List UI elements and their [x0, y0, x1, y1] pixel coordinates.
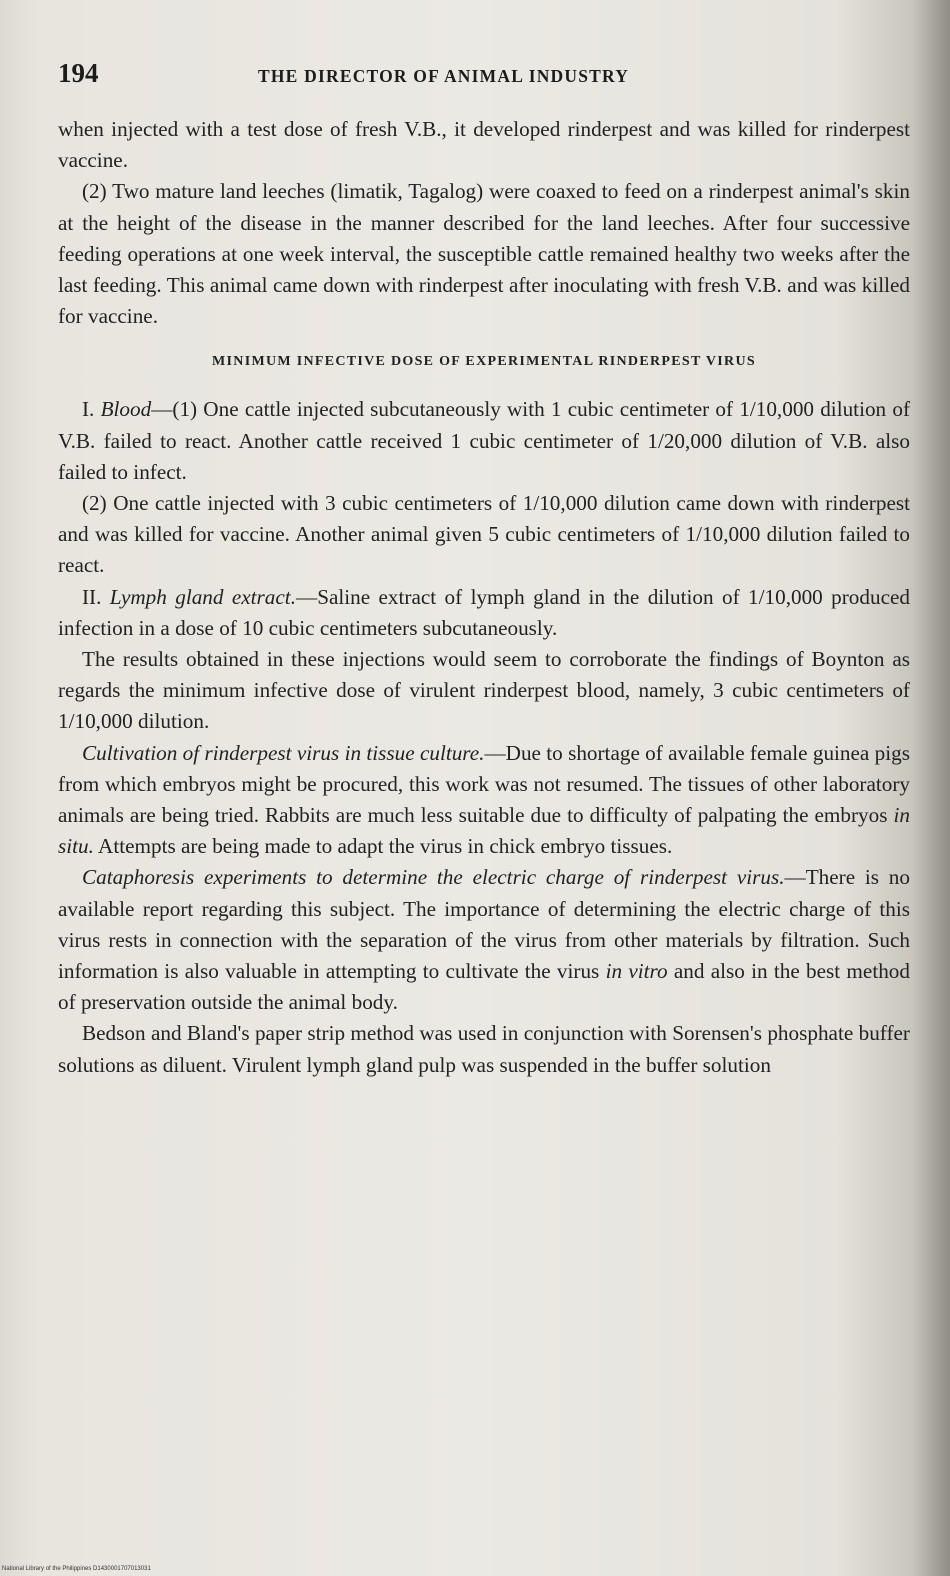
text-run: —(1) One cattle injected subcutaneously with 1 cubic centimeter of 1/10,000 dilution of V.B. failed to react. Another cattle received 1 cubic centimeter of 1/20,000 dilution of V.B. also failed to infect.: [58, 397, 910, 484]
paragraph-group-before-heading: [58, 114, 910, 332]
text-run: —Saline extract of lymph gland in the dilution of 1/10,000 produced infection in a dose of 10 cubic centimeters subcutaneously.: [58, 584, 910, 640]
paragraph: [58, 582, 910, 644]
italic-run: Cataphoresis experiments to determine the electric charge of rinderpest virus.: [82, 865, 785, 890]
running-head: THE DIRECTOR OF ANIMAL INDUSTRY: [258, 66, 630, 86]
text-run: The results obtained in these injections would seem to corroborate the findings of Boynton as regards the minimum infective dose of virulent rinderpest blood, namely, 3 cubic centimeters of 1/10,000 dilution.: [58, 647, 910, 734]
text-run: when injected with a test dose of fresh V.B., it developed rinderpest and was killed for rinderpest vaccine.: [58, 117, 910, 173]
paragraph: [58, 176, 910, 332]
italic-run: Cultivation of rinderpest virus in tissue culture.: [82, 740, 485, 765]
italic-run: Blood: [100, 397, 152, 422]
text-run: and also in the best method of preservation outside the animal body.: [58, 959, 910, 1015]
text-run: (2) Two mature land leeches (limatik, Tagalog) were coaxed to feed on a rinderpest animal's skin at the height of the disease in the manner described for the land leeches. After four successive feeding operations at one week interval, the susceptible cattle remained healthy two weeks after the last feeding. This animal came down with rinderpest after inoculating with fresh V.B. and was killed for vaccine.: [58, 179, 910, 329]
paragraph: [58, 114, 910, 176]
text-run: I.: [82, 397, 101, 422]
paragraph: [58, 862, 910, 1018]
page-number: 194: [58, 58, 99, 88]
paragraph: [58, 644, 910, 738]
italic-run: in vitro: [605, 959, 668, 984]
italic-run: Lymph gland extract.: [109, 584, 296, 609]
text-run: —Due to shortage of available female guinea pigs from which embryos might be procured, this work was not resumed. The tissues of other laboratory animals are being tried. Rabbits are much less suitable due to difficulty of palpating the embryos: [58, 740, 910, 828]
body-text: [58, 114, 910, 1081]
italic-run: in situ.: [58, 803, 910, 859]
text-run: —There is no available report regarding this subject. The importance of determining the electric charge of this virus rests in connection with the separation of the virus from other materials by filtration. Such information is also valuable in attempting to cultivate the virus: [58, 865, 910, 984]
text-run: II.: [82, 584, 110, 609]
library-stamp: National Library of the Philippines D1430001707013031: [2, 1566, 151, 1572]
text-run: Bedson and Bland's paper strip method was used in conjunction with Sorensen's phosphate buffer solutions as diluent. Virulent lymph gland pulp was suspended in the buffer solution: [58, 1021, 910, 1077]
paragraph: [58, 394, 910, 488]
paragraph: [58, 488, 910, 582]
paragraph: [58, 1018, 910, 1080]
page-header: [58, 58, 918, 98]
text-run: (2) One cattle injected with 3 cubic centimeters of 1/10,000 dilution came down with rinderpest and was killed for vaccine. Another animal given 5 cubic centimeters of 1/10,000 dilution failed to react.: [58, 491, 910, 578]
section-heading: MINIMUM INFECTIVE DOSE OF EXPERIMENTAL RINDERPEST VIRUS: [212, 354, 756, 370]
paragraph: [58, 738, 910, 863]
text-run: Attempts are being made to adapt the virus in chick embryo tissues.: [93, 834, 673, 859]
paragraph-group-after-heading: [58, 394, 910, 1080]
